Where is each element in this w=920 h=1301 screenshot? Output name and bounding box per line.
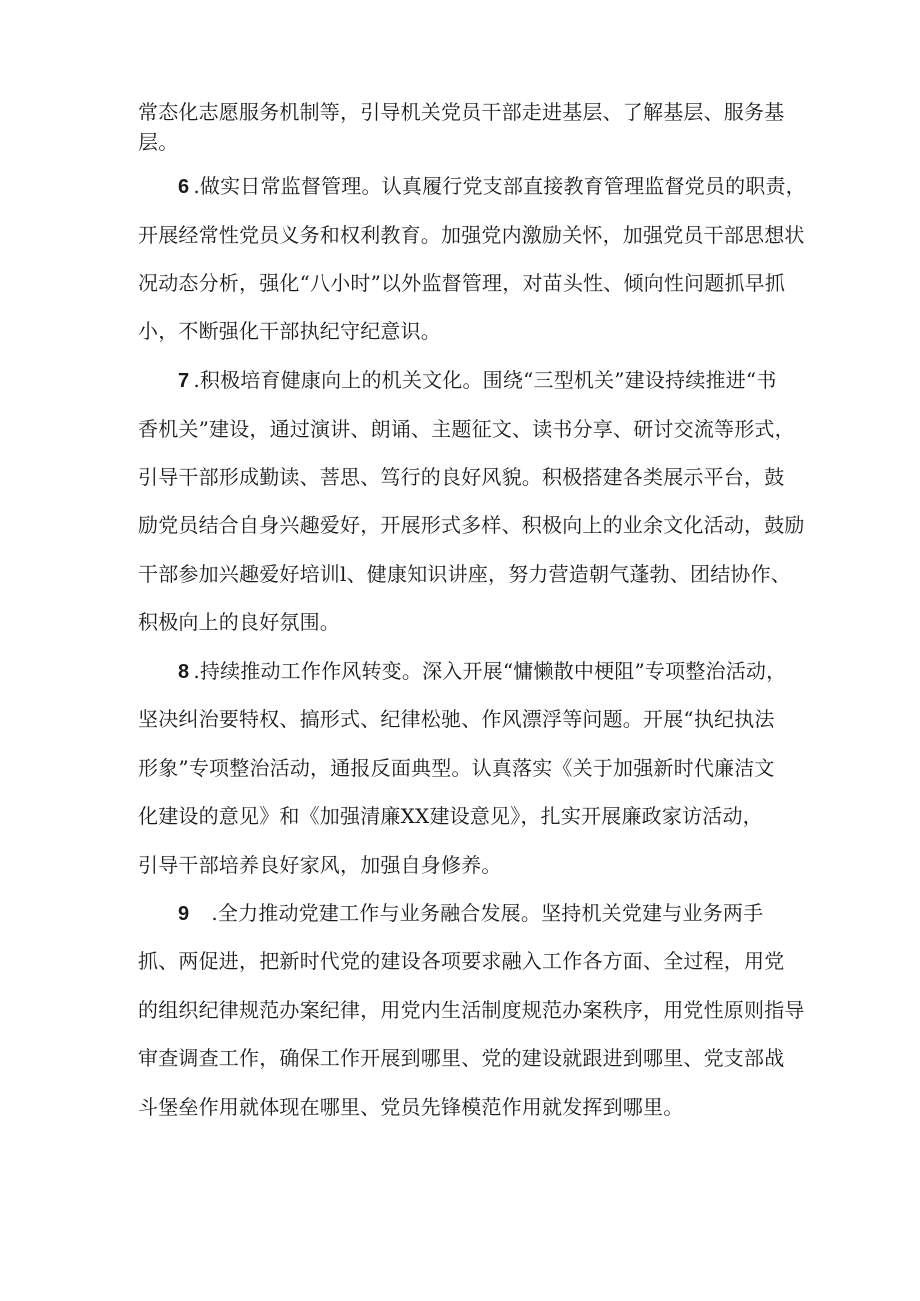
paragraph-6-heading-text: .做实日常监督管理。认真履行党支部直接教育管理监督党员的职责，: [193, 174, 806, 198]
paragraph-9-line-4: 审查调查工作，确保工作开展到哪里、党的建设就跟进到哪里、党支部战: [138, 1046, 785, 1070]
paragraph-8-first-line: [178, 658, 786, 685]
paragraph-7-line-5: 干部参加兴趣爱好培训l、健康知识讲座，努力营造朝气蓬勃、团结协作、: [138, 562, 791, 586]
paragraph-6-line-4: 小，不断强化干部执纪守纪意识。: [138, 319, 441, 343]
paragraph-5-line-2: 层。: [138, 130, 179, 154]
paragraph-8-line-2: 坚决纠治要特权、搞形式、纪律松驰、作风漂浮等问题。开展“执纪执法: [138, 707, 775, 731]
paragraph-9-line-5: 斗堡垒作用就体现在哪里、党员先锋模范作用就发挥到哪里。: [138, 1095, 684, 1119]
paragraph-8-line-4: 化建设的意见》和《加强清廉XX建设意见》，扎实开展廉政家访活动，: [138, 804, 763, 828]
paragraph-9-number: 9: [178, 903, 190, 925]
paragraph-5-line-1: 常态化志愿服务机制等，引导机关党员干部走进基层、了解基层、服务基: [138, 100, 785, 124]
paragraph-6-line-2: 开展经常性党员义务和权利教育。加强党内激励关怀，加强党员干部思想状: [138, 223, 805, 247]
paragraph-7-heading-text: .积极培育健康向上的机关文化。围绕“三型机关”建设持续推进“书: [193, 368, 777, 392]
paragraph-8-line-5: 引导干部培养良好家风，加强自身修养。: [138, 853, 502, 877]
paragraph-6-number: 6: [178, 176, 190, 198]
paragraph-9-first-line: [178, 900, 763, 927]
paragraph-7-line-6: 积极向上的良好氛围。: [138, 610, 340, 634]
paragraph-8-heading-text: .持续推动工作作风转变。深入开展“慵懒散中梗阻”专项整治活动，: [193, 659, 787, 683]
paragraph-7-line-2: 香机关”建设，通过演讲、朗诵、主题征文、读书分享、研讨交流等形式，: [138, 417, 795, 441]
paragraph-9-heading-text: .全力推动党建工作与业务融合发展。坚持机关党建与业务两手: [211, 901, 764, 925]
paragraph-8-number: 8: [178, 661, 190, 683]
paragraph-6-line-3: 况动态分析，强化“八小时”以外监督管理，对苗头性、倾向性问题抓早抓: [138, 271, 786, 295]
paragraph-7-first-line: [178, 367, 777, 394]
paragraph-7-line-4: 励党员结合自身兴趣爱好，开展形式多样、积极向上的业余文化活动，鼓励: [138, 513, 805, 537]
paragraph-6-first-line: [178, 173, 806, 200]
paragraph-9-line-3: 的组织纪律规范办案纪律，用党内生活制度规范办案秩序，用党性原则指导: [138, 998, 805, 1022]
paragraph-7-line-3: 引导干部形成勤读、菩思、笃行的良好风貌。积极搭建各类展示平台，鼓: [138, 465, 785, 489]
paragraph-7-number: 7: [178, 370, 190, 392]
paragraph-8-line-3: 形象”专项整治活动，通报反面典型。认真落实《关于加强新时代廉洁文: [138, 756, 775, 780]
paragraph-9-line-2: 抓、两促进，把新时代党的建设各项要求融入工作各方面、全过程，用党: [138, 949, 785, 973]
